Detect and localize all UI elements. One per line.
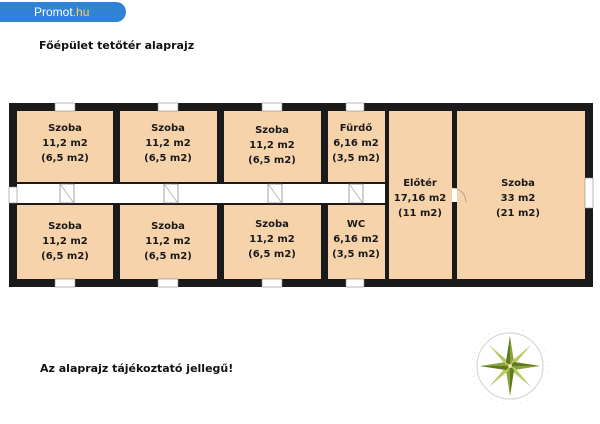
room-area: 11,2 m2	[42, 236, 88, 247]
room-name: Szoba	[48, 123, 82, 134]
window-top-3	[262, 103, 282, 111]
room-area: 33 m2	[500, 193, 536, 204]
room-net-area: (3,5 m2)	[332, 153, 380, 164]
room-net-area: (21 m2)	[496, 208, 540, 219]
window-bottom-1	[55, 279, 75, 287]
compass-rose-icon	[460, 316, 560, 416]
room-net-area: (6,5 m2)	[248, 249, 296, 260]
corridor-wall-top	[17, 182, 385, 184]
room-area: 11,2 m2	[145, 138, 191, 149]
star-shade-w	[480, 366, 510, 370]
room-name: Szoba	[255, 219, 289, 230]
room-name: Szoba	[151, 221, 185, 232]
window-bottom-4	[346, 279, 364, 287]
star-shade-n	[506, 336, 510, 366]
room-area: 11,2 m2	[145, 236, 191, 247]
window-right	[585, 178, 593, 208]
badge-brand: Promot	[34, 5, 73, 19]
window-bottom-3	[262, 279, 282, 287]
window-top-1	[55, 103, 75, 111]
room-area: 11,2 m2	[249, 234, 295, 245]
room-area: 6,16 m2	[333, 234, 379, 245]
window-left	[9, 187, 17, 203]
room-name: WC	[346, 219, 366, 230]
room-name: Fürdő	[339, 123, 373, 134]
window-top-2	[158, 103, 178, 111]
window-bottom-2	[158, 279, 178, 287]
room-net-area: (11 m2)	[398, 208, 442, 219]
room-name: Előtér	[403, 178, 437, 189]
room-net-area: (6,5 m2)	[144, 251, 192, 262]
compass-star	[480, 336, 540, 396]
room-net-area: (6,5 m2)	[41, 251, 89, 262]
star-shade-s	[510, 366, 514, 396]
room-name: Szoba	[255, 125, 289, 136]
room-area: 11,2 m2	[42, 138, 88, 149]
room-area: 11,2 m2	[249, 140, 295, 151]
room-area: 6,16 m2	[333, 138, 379, 149]
room-net-area: (6,5 m2)	[248, 155, 296, 166]
plan-title: Főépület tetőtér alaprajz	[39, 39, 195, 52]
room-name: Szoba	[48, 221, 82, 232]
room-name: Szoba	[501, 178, 535, 189]
star-point-se	[510, 366, 531, 387]
room-area: 17,16 m2	[393, 193, 447, 204]
room-net-area: (6,5 m2)	[144, 153, 192, 164]
star-center	[508, 364, 512, 368]
window-top-4	[346, 103, 364, 111]
star-shade-e	[510, 362, 540, 366]
room-net-area: (6,5 m2)	[41, 153, 89, 164]
door-hall-room	[452, 188, 457, 202]
disclaimer-note: Az alaprajz tájékoztató jellegű!	[40, 362, 234, 375]
room-name: Szoba	[151, 123, 185, 134]
badge-suffix: .hu	[72, 5, 90, 19]
corridor-wall-bottom	[17, 203, 385, 205]
room-net-area: (3,5 m2)	[332, 249, 380, 260]
